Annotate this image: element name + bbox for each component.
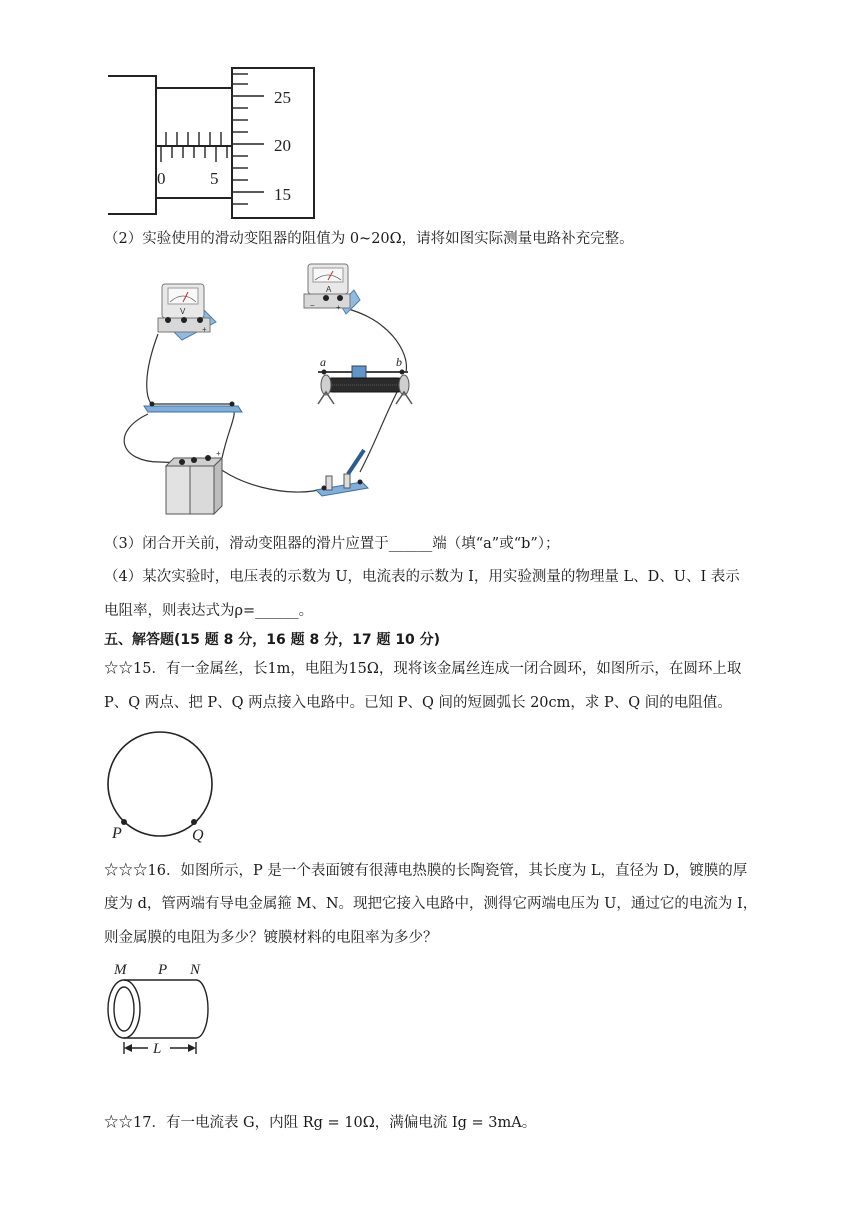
main-scale-label-5: 5: [210, 169, 219, 188]
resistance-wire-board: [144, 402, 242, 413]
thimble-label-25: 25: [274, 88, 291, 107]
voltmeter-plus: +: [202, 325, 207, 334]
tube-label-m: M: [114, 962, 127, 978]
voltmeter: [158, 284, 216, 340]
question-4-line-2: 电阻率，则表达式为ρ=______。: [104, 603, 314, 619]
question-16-line-3: 则金属膜的电阻为多少？镀膜材料的电阻率为多少？: [104, 930, 438, 946]
question-4-line-1: （4）某次实验时，电压表的示数为 U，电流表的示数为 I，用实验测量的物理量 L、D、U、I 表示: [104, 569, 740, 585]
section-heading: 五、解答题(15 题 8 分，16 题 8 分，17 题 10 分): [104, 632, 441, 648]
terminal-a-label: a: [320, 355, 326, 369]
thimble-label-20: 20: [274, 136, 291, 155]
question-2-text: （2）实验使用的滑动变阻器的阻值为 0~20Ω，请将如图实际测量电路补充完整。: [104, 231, 634, 247]
question-16-line-2: 度为 d，管两端有导电金属箍 M、N。现把它接入电路中，测得它两端电压为 U，通过它的电流为 I，: [104, 896, 758, 912]
tube-label-n: N: [190, 962, 201, 978]
ammeter-label: A: [326, 285, 332, 294]
thimble-label-15: 15: [274, 185, 291, 204]
battery-pack: [166, 449, 222, 514]
tube-figure: [104, 958, 224, 1064]
micrometer-figure: [104, 62, 324, 222]
voltmeter-label: V: [180, 307, 186, 316]
tube-label-l: L: [153, 1041, 162, 1057]
question-16-line-1: ☆☆☆16．如图所示，P 是一个表面镀有很薄电热膜的长陶瓷管，其长度为 L，直径为 D，镀膜的厚: [104, 863, 748, 879]
terminal-b-label: b: [396, 355, 402, 369]
tube-label-p: P: [158, 962, 168, 978]
ammeter: [304, 264, 360, 314]
battery-plus: +: [216, 449, 221, 458]
main-scale-label-0: 0: [157, 169, 166, 188]
ring-figure: [104, 738, 220, 844]
rheostat: [318, 355, 412, 404]
knife-switch: [316, 450, 368, 496]
question-15-line-2: P、Q 两点、把 P、Q 两点接入电路中。已知 P、Q 间的短圆弧长 20cm，求 P、Q 间的电阻值。: [104, 695, 732, 711]
question-17-text: ☆☆17．有一电流表 G，内阻 Rg = 10Ω，满偏电流 Ig = 3mA。: [104, 1115, 537, 1131]
ring-label-p: P: [112, 825, 122, 842]
question-15-line-1: ☆☆15．有一金属丝，长1m，电阻为15Ω，现将该金属丝连成一闭合圆环，如图所示，在圆环上取: [104, 661, 742, 677]
ring-label-q: Q: [192, 827, 204, 844]
ammeter-plus: +: [336, 303, 341, 312]
circuit-figure: [130, 262, 430, 524]
ammeter-minus: −: [310, 301, 315, 310]
question-3-text: （3）闭合开关前，滑动变阻器的滑片应置于______端（填“a”或“b”）；: [104, 536, 560, 552]
